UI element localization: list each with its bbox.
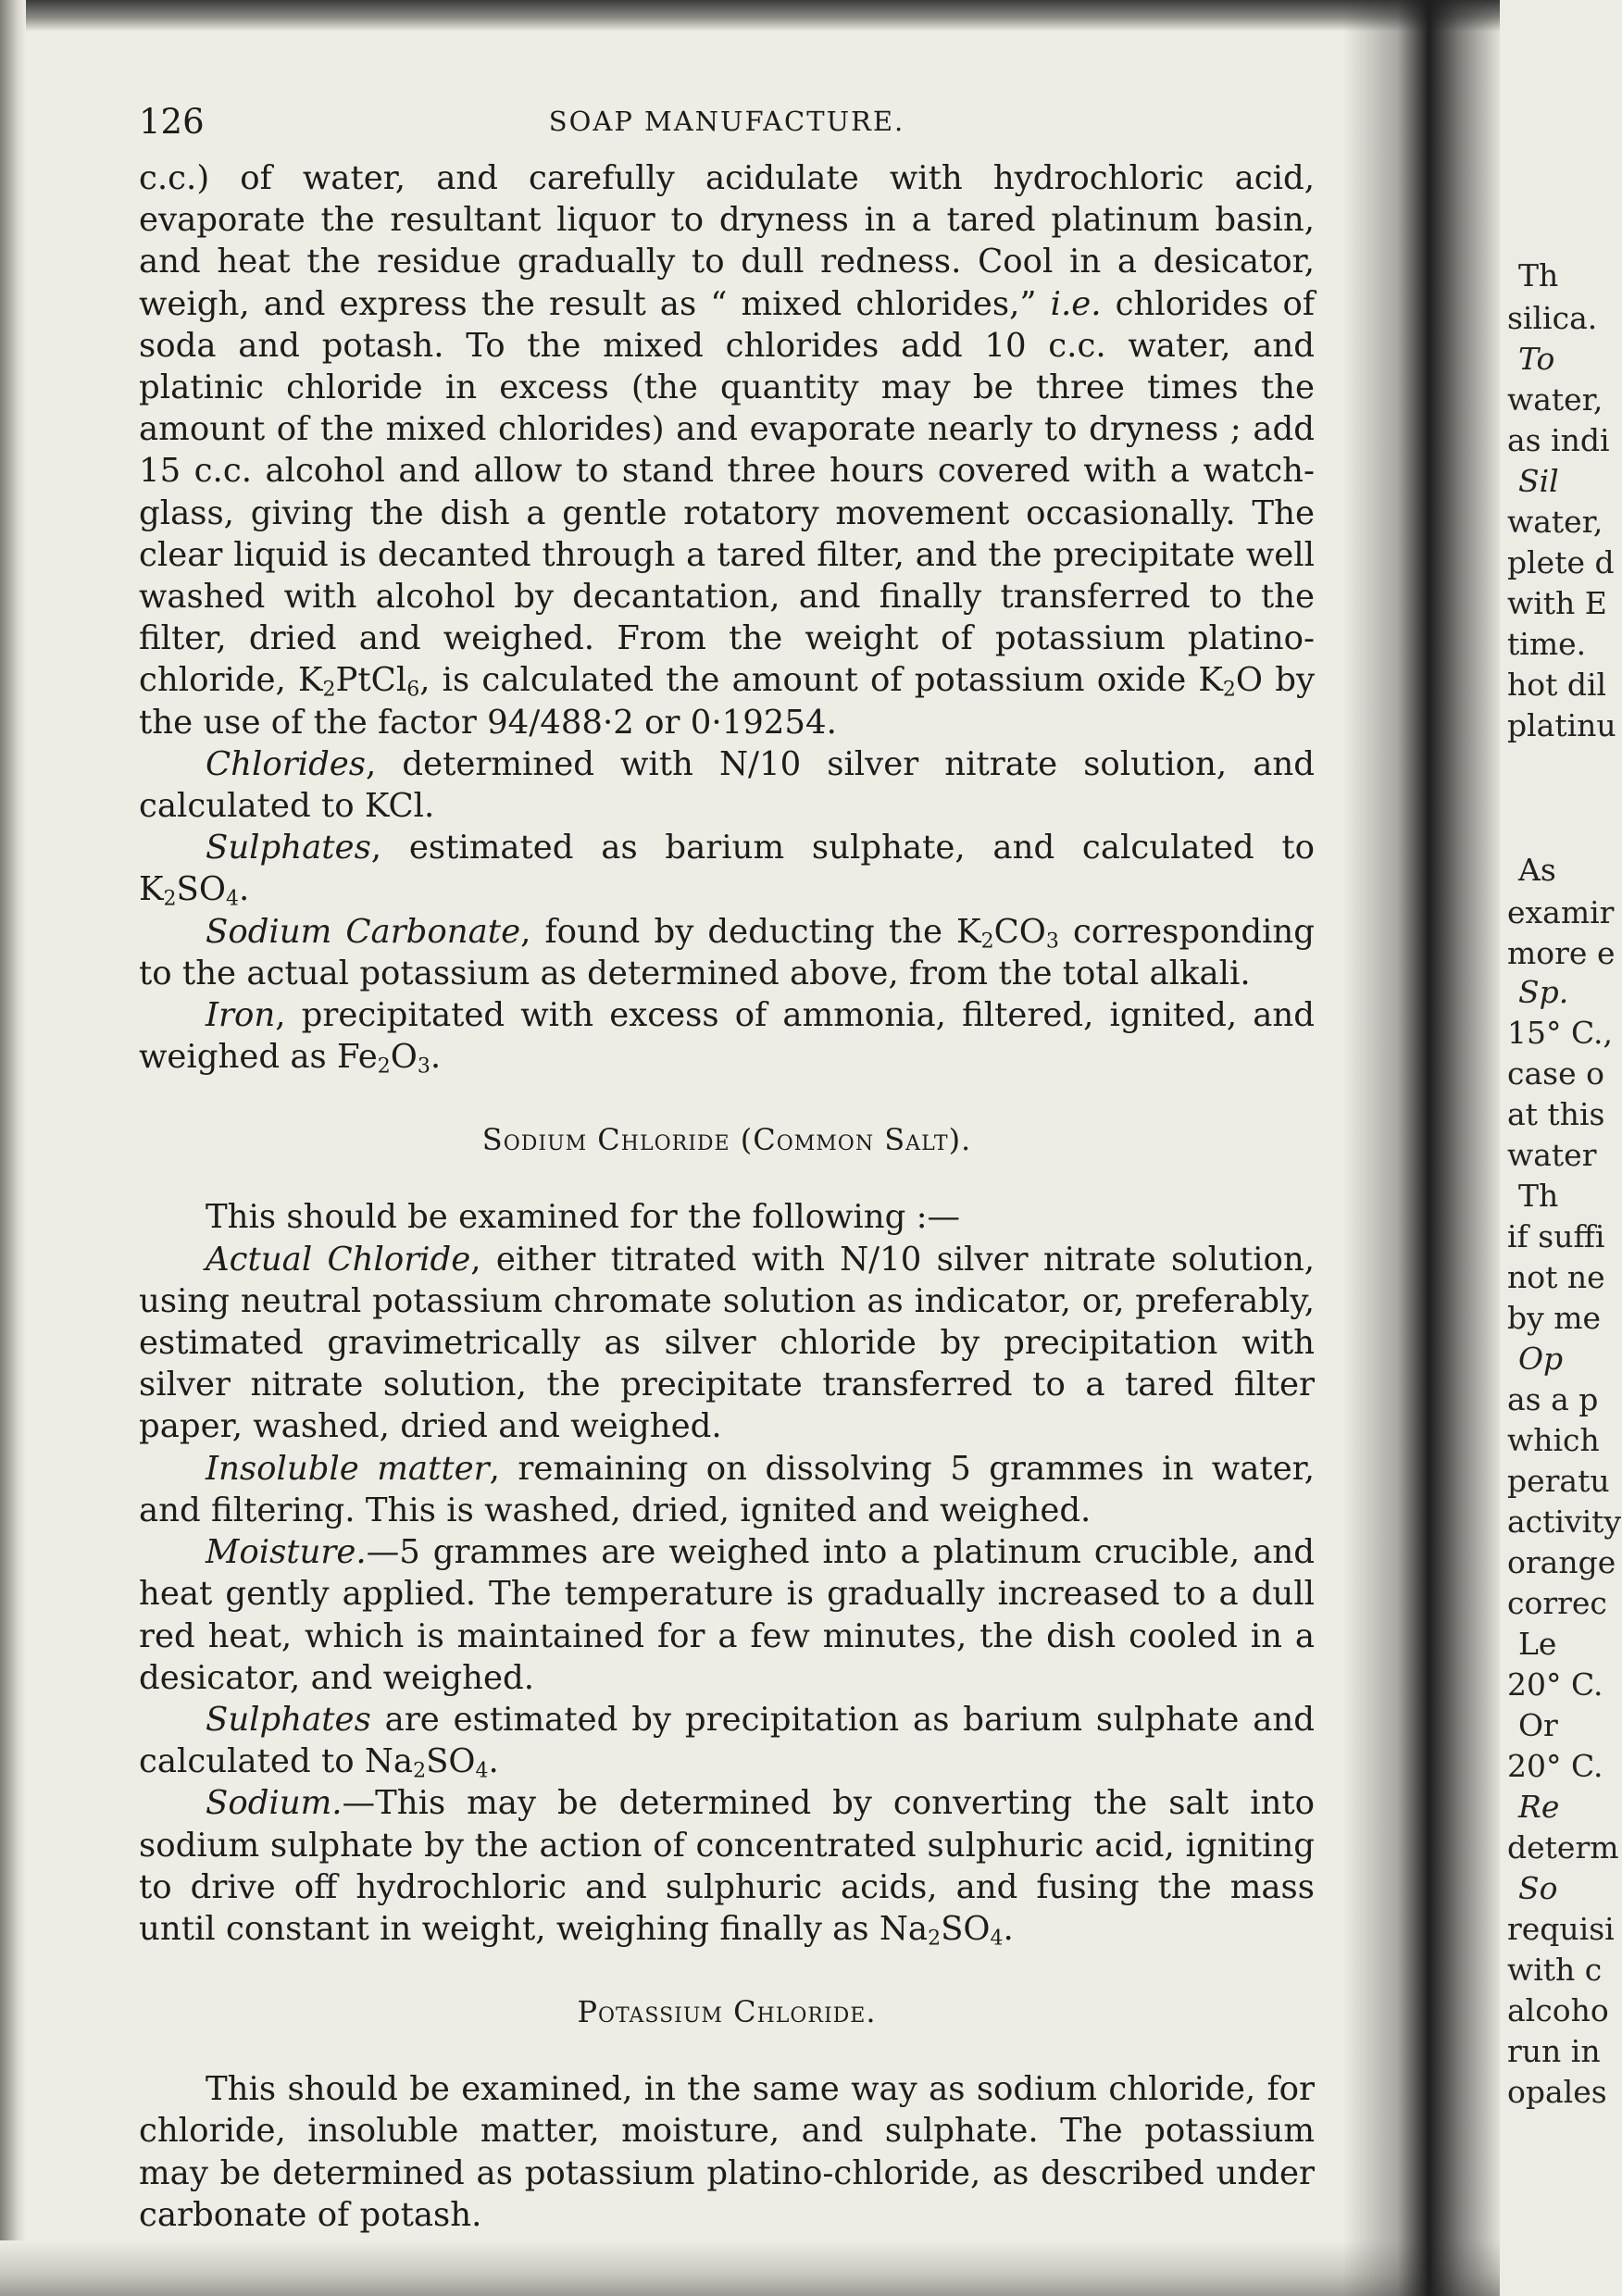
facing-page-fragment [1500, 0, 1622, 2296]
section-heading-sodium-chloride: Sodium Chloride (Common Salt). [481, 1122, 972, 1158]
facing-line: silica. [1507, 300, 1598, 336]
facing-line: plete d [1507, 544, 1615, 580]
paragraph-insoluble-matter: Insoluble matter, remaining on dissolving 5 grammes in water, and filtering. This is washed, dried, ignited and weighed. [139, 1449, 1315, 1529]
paragraph-actual-chloride: Actual Chloride, either titrated with N/10 silver nitrate solution, using neutral potassium chromate solution as indicator, or, preferably, estimated gravimetrically as silver chloride by precipitation with silver nitrate solution, the precipitate transferred to a tared filter paper, washed, dried and weighed. [139, 1240, 1315, 1446]
paragraph-salt-sulphates: Sulphates are estimated by precipitation as barium sulphate and calculated to $Na_2SO_4$. [139, 1700, 1315, 1783]
page-number: 126 [139, 102, 205, 142]
facing-line: alcoho [1507, 1992, 1609, 2028]
facing-line: peratu [1507, 1463, 1610, 1499]
facing-line: orange [1507, 1544, 1616, 1580]
paragraph-iron: Iron, precipitated with excess of ammonia, filtered, ignited, and weighed as $Fe_2O_3$. [139, 996, 1315, 1079]
main-page [139, 102, 1315, 2236]
facing-line: 15° C., [1507, 1015, 1614, 1051]
facing-line: examir [1507, 894, 1615, 930]
paragraph-sulphates: Sulphates, estimated as barium sulphate, and calculated to $K_2SO_4$. [139, 829, 1315, 911]
facing-line: Th [1518, 257, 1559, 293]
facing-line: correc [1507, 1585, 1607, 1621]
section-heading-potassium-chloride: Potassium Chloride. [577, 1994, 877, 2030]
facing-line: with E [1507, 585, 1607, 621]
facing-line: To [1518, 341, 1555, 377]
facing-line: Sil [1518, 463, 1559, 499]
facing-line: time. [1507, 626, 1587, 662]
paragraph-potassium-chloride: This should be examined, in the same way as sodium chloride, for chloride, insoluble matter, moisture, and sulphate. The potassium may be determined as potassium platino-chloride, as described under carbonate of potash. [139, 2070, 1315, 2234]
facing-line: Re [1518, 1789, 1560, 1825]
paragraph-chlorides: Chlorides, determined with N/10 silver nitrate solution, and calculated to KCl. [139, 744, 1315, 826]
facing-line: 20° C. [1507, 1666, 1603, 1703]
paragraph-sodium-carbonate: Sodium Carbonate, found by deducting the $K_2CO_3$ corresponding to the actual potassium as determined above, from the total alkali. [139, 912, 1315, 992]
facing-line: not ne [1507, 1259, 1605, 1295]
scan-left-edge [0, 0, 26, 2296]
facing-line: as a p [1507, 1381, 1599, 1417]
facing-line: which [1507, 1422, 1600, 1458]
facing-line: Th [1518, 1178, 1559, 1214]
facing-line: Op [1518, 1341, 1564, 1377]
facing-line: Sp. [1518, 974, 1569, 1010]
facing-line: hot dil [1507, 667, 1607, 703]
facing-line: activity [1507, 1504, 1622, 1540]
facing-line: opales [1507, 2074, 1607, 2110]
facing-line: by me [1507, 1300, 1602, 1336]
facing-line: water, [1507, 381, 1603, 418]
book-gutter-shadow [1342, 0, 1500, 2296]
facing-line: As [1518, 852, 1556, 888]
paragraph-sodium: Sodium.—This may be determined by converting the salt into sodium sulphate by the action of concentrated sulphuric acid, igniting to drive off hydrochloric and sulphuric acids, and fusing the mass until constant in weight, weighing finally as $Na_2SO_4$. [139, 1784, 1315, 1951]
facing-line: more e [1507, 935, 1616, 971]
facing-line: Le [1518, 1626, 1557, 1662]
facing-line: at this [1507, 1096, 1605, 1132]
paragraph-moisture: Moisture.—5 grammes are weighed into a platinum crucible, and heat gently applied. The temperature is gradually increased to a dull red heat, which is maintained for a few minutes, the dish cooled in a desicator, and weighed. [139, 1533, 1315, 1697]
facing-line: requisi [1507, 1911, 1615, 1947]
page-header [139, 102, 1315, 157]
facing-line: So [1518, 1870, 1558, 1906]
facing-line: water [1507, 1137, 1597, 1173]
facing-line: case o [1507, 1055, 1604, 1092]
paragraph-sodium-chloride-intro: This should be examined for the following :— [206, 1198, 961, 1237]
facing-line: Or [1518, 1707, 1558, 1743]
facing-line: if suffi [1507, 1218, 1605, 1254]
running-title: SOAP MANUFACTURE. [548, 106, 905, 137]
facing-line: platinu [1507, 707, 1616, 743]
paragraph-potash-analysis: c.c.) of water, and carefully acidulate with hydrochloric acid, evaporate the resultant liquor to dryness in a tared platinum basin, and heat the residue gradually to dull redness. Cool in a desicator, weigh, and express the result as “ mixed chlorides,” i.e. chlorides of soda and potash. To the mixed chlorides add 10 c.c. water, and platinic chloride in excess (the quantity may be three times the amount of the mixed chlorides) and evaporate nearly to dryness ; add 15 c.c. alcohol and allow to stand three hours covered with a watch-glass, giving the dish a gentle rotatory movement occasionally. The clear liquid is decanted through a tared filter, and the precipitate well washed with alcohol by decantation, and finally transferred to the filter, dried and weighed. From the weight of potassium platino-chloride, $K_2PtCl_6$, is calculated the amount of potassium oxide $K_2O$ by the use of the factor 94/488·2 or 0·19254. [139, 159, 1315, 742]
facing-line: as indi [1507, 422, 1610, 458]
facing-line: water, [1507, 504, 1603, 540]
facing-line: run in [1507, 2033, 1601, 2069]
facing-line: 20° C. [1507, 1748, 1603, 1784]
facing-line: with c [1507, 1952, 1603, 1988]
facing-line: determ [1507, 1829, 1619, 1866]
